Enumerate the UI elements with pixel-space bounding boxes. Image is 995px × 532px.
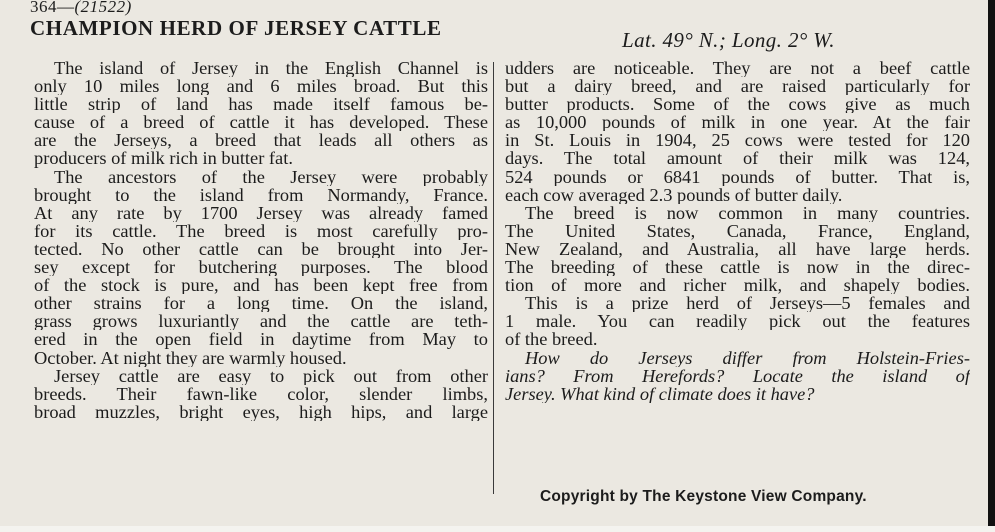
- text-line: in St. Louis in 1904, 25 cows were tested for 120: [505, 131, 970, 150]
- text-line: ered in the open field in daytime from May to: [34, 330, 488, 349]
- text-line: 524 pounds or 6841 pounds of butter. That is,: [505, 167, 970, 186]
- text-line: butter products. Some of the cows give as much: [505, 95, 970, 114]
- text-line: The breed is now common in many countries.: [525, 203, 970, 222]
- column-divider: [493, 62, 494, 494]
- text-line: broad muzzles, bright eyes, high hips, and large: [34, 402, 488, 421]
- text-line: only 10 miles long and 6 miles broad. But this: [34, 77, 488, 96]
- text-line: days. The total amount of their milk was 124,: [505, 149, 970, 168]
- text-line: tion of more and richer milk, and shapely bodies.: [505, 276, 970, 295]
- text-line: other strains for a long time. On the island,: [34, 294, 488, 313]
- text-line: cause of a breed of cattle it has developed. These: [34, 113, 488, 132]
- text-line: The breeding of these cattle is now in the direc-: [505, 258, 970, 277]
- document-title: CHAMPION HERD OF JERSEY CATTLE: [30, 16, 442, 40]
- text-line: At any rate by 1700 Jersey was already famed: [34, 203, 488, 222]
- text-line: 1 male. You can readily pick out the features: [505, 312, 970, 331]
- text-line: The ancestors of the Jersey were probably: [54, 167, 488, 186]
- text-line: ians? From Herefords? Locate the island of: [505, 366, 970, 385]
- card-edge-shadow: [988, 0, 995, 532]
- text-line: are the Jerseys, a breed that leads all others as: [34, 131, 488, 150]
- text-line: breeds. Their fawn-like color, slender limbs,: [34, 384, 488, 403]
- text-line: This is a prize herd of Jerseys—5 females and: [525, 294, 970, 313]
- text-line: for its cattle. The breed is most carefully pro-: [34, 221, 488, 240]
- text-line: but a dairy breed, and are raised particularly for: [505, 77, 970, 96]
- text-line: of the stock is pure, and has been kept free from: [34, 276, 488, 295]
- text-line: little strip of land has made itself famous be-: [34, 95, 488, 114]
- catalog-prefix: 364—: [30, 0, 75, 16]
- text-line: How do Jerseys differ from Holstein-Fries-: [525, 348, 970, 367]
- text-line: grass grows luxuriantly and the cattle are teth-: [34, 312, 488, 331]
- left-text-column: [34, 59, 488, 421]
- right-text-column: [505, 59, 970, 403]
- text-line: each cow averaged 2.3 pounds of butter daily.: [505, 185, 843, 204]
- text-line: as 10,000 pounds of milk in one year. At the fair: [505, 113, 970, 132]
- catalog-id: (21522): [74, 0, 132, 16]
- text-line: October. At night they are warmly housed.: [34, 348, 347, 367]
- text-line: udders are noticeable. They are not a beef cattle: [505, 59, 970, 78]
- text-line: Jersey. What kind of climate does it have?: [505, 384, 815, 403]
- text-line: tected. No other cattle can be brought into Jer-: [34, 239, 488, 259]
- text-line: producers of milk rich in butter fat.: [34, 149, 293, 168]
- copyright-notice: Copyright by The Keystone View Company.: [540, 488, 867, 505]
- text-line: Jersey cattle are easy to pick out from other: [54, 366, 488, 385]
- catalog-number: [30, 0, 132, 17]
- text-line: brought to the island from Normandy, France.: [34, 185, 488, 204]
- text-line: of the breed.: [505, 330, 598, 349]
- text-line: The United States, Canada, France, England,: [505, 221, 970, 240]
- coordinates-heading: Lat. 49° N.; Long. 2° W.: [622, 28, 835, 52]
- text-line: New Zealand, and Australia, all have large herds.: [505, 239, 970, 259]
- text-line: The island of Jersey in the English Channel is: [54, 59, 488, 78]
- text-line: sey except for butchering purposes. The blood: [34, 258, 488, 277]
- card-bottom-edge: [0, 526, 995, 532]
